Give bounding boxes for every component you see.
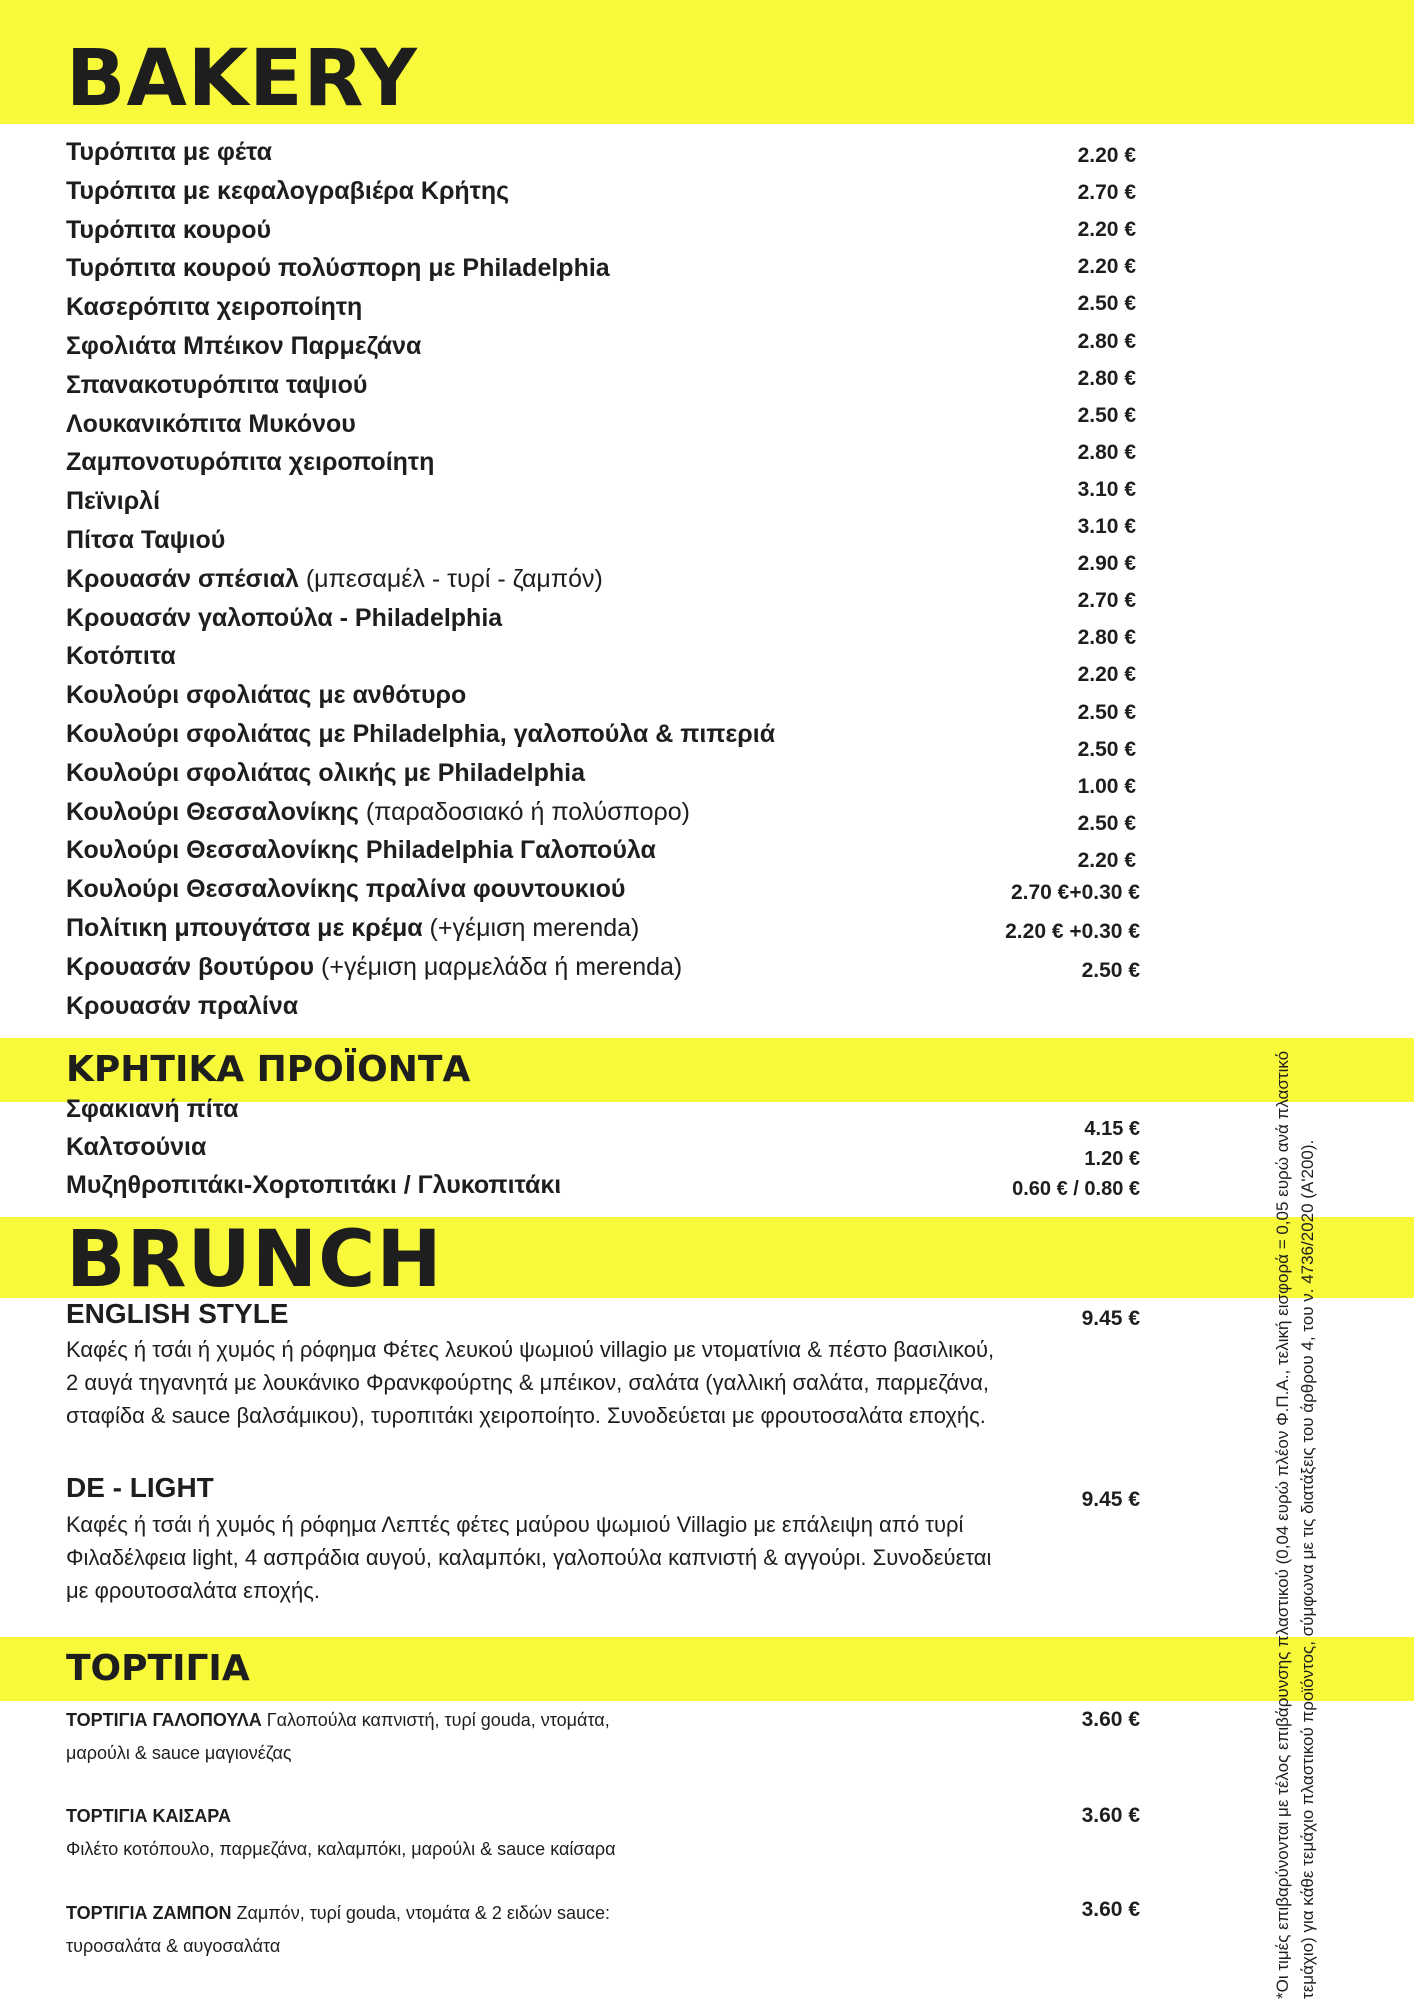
bakery-item-name: Κουλούρι σφολιάτας με Philadelphia, γαλοπούλα & πιπεριά bbox=[66, 720, 776, 748]
bakery-item bbox=[66, 564, 603, 594]
tortilla-caesar-desc2: Φιλέτο κοτόπουλο, παρμεζάνα, καλαμπόκι, μαρούλι & sauce καίσαρα bbox=[66, 1839, 616, 1859]
tortilla-turkey-desc1: Γαλοπούλα καπνιστή, τυρί gouda, ντομάτα, bbox=[261, 1710, 610, 1730]
bakery-item-name: Κρουασάν βουτύρου bbox=[66, 952, 315, 981]
tortilla-ham-name: ΤΟΡΤΙΓΙΑ ΖΑΜΠΟΝ bbox=[66, 1903, 232, 1923]
tortilla-ham-desc2: τυροσαλάτα & αυγοσαλάτα bbox=[66, 1936, 281, 1956]
bakery-item bbox=[66, 176, 509, 206]
bakery-price: 2.20 € bbox=[1077, 218, 1136, 242]
bakery-item-name: Κοτόπιτα bbox=[66, 642, 176, 671]
bakery-price: 2.50 € bbox=[1077, 403, 1136, 427]
brunch-delight-name: DE - LIGHT bbox=[66, 1472, 214, 1503]
bakery-item bbox=[66, 758, 585, 788]
bakery-price: 2.20 € bbox=[1077, 848, 1136, 872]
bakery-item bbox=[66, 253, 610, 283]
bakery-item bbox=[66, 292, 362, 322]
tortilla-turkey-line1 bbox=[66, 1707, 610, 1733]
bakery-item bbox=[66, 603, 502, 633]
tortilla-turkey-name: ΤΟΡΤΙΓΙΑ ΓΑΛΟΠΟΥΛΑ bbox=[66, 1710, 262, 1730]
tortilla-ham-price: 3.60 € bbox=[1081, 1898, 1140, 1921]
bakery-item-name: Κουλούρι Θεσσαλονίκης bbox=[66, 797, 359, 826]
bakery-item bbox=[66, 913, 639, 943]
bakery-price: 2.20 € bbox=[1077, 255, 1136, 279]
bakery-item bbox=[66, 486, 160, 516]
bakery-item bbox=[66, 215, 271, 245]
cretan-item bbox=[66, 1132, 206, 1162]
bakery-item-name: Κρουασάν σπέσιαλ bbox=[66, 564, 299, 593]
bakery-price: 2.80 € bbox=[1077, 329, 1136, 353]
bakery-price: 2.50 € bbox=[1077, 700, 1136, 724]
bakery-price: 3.10 € bbox=[1077, 477, 1136, 501]
bakery-item-name: Πεϊνιρλί bbox=[66, 487, 161, 516]
tortilla-caesar-name: ΤΟΡΤΙΓΙΑ ΚΑΙΣΑΡΑ bbox=[66, 1806, 231, 1826]
bakery-title: BAKERY bbox=[66, 34, 418, 124]
bakery-item bbox=[66, 370, 367, 400]
bakery-item bbox=[66, 525, 225, 555]
bakery-price: 2.20 € +0.30 € bbox=[1005, 920, 1140, 943]
bakery-price: 2.80 € bbox=[1077, 440, 1136, 464]
bakery-item-name: Πολίτικη μπουγάτσα με κρέμα bbox=[66, 914, 423, 942]
bakery-item-name: Τυρόπιτα κουρού πολύσπορη με Philadelphia bbox=[66, 254, 610, 283]
brunch-english-style-desc: Καφές ή τσάι ή χυμός ή ρόφημα Φέτες λευκού ψωμιού villagio με ντοματίνια & πέστο βασιλικού, 2 αυγά τηγανητά με λουκάνικο Φρανκφούρτης & μπέικον, σαλάτα (γαλλική σαλάτα, παρμεζάνα, σταφίδα & sauce βαλσάμικου), τυροπιτάκι χειροποίητο. Συνοδεύεται με φρουτοσαλάτα εποχής. bbox=[66, 1337, 995, 1428]
bakery-item bbox=[66, 835, 656, 865]
bakery-price: 2.50 € bbox=[1077, 811, 1136, 835]
bakery-item bbox=[66, 409, 356, 439]
bakery-item-note: (παραδοσιακό ή πολύσπορο) bbox=[358, 797, 690, 826]
tortilla-caesar-price: 3.60 € bbox=[1081, 1804, 1140, 1827]
bakery-item bbox=[66, 331, 421, 361]
bakery-item-name: Ζαμπονοτυρόπιτα χειροποίητη bbox=[66, 448, 435, 477]
bakery-item-name: Κουλούρι σφολιάτας με ανθότυρο bbox=[66, 681, 467, 710]
cretan-item-name: Καλτσούνια bbox=[66, 1133, 207, 1161]
cretan-title: ΚΡΗΤΙΚΑ ΠΡΟΪΟΝΤΑ bbox=[66, 1049, 471, 1090]
cretan-price: 4.15 € bbox=[1084, 1118, 1140, 1140]
bakery-price: 2.70 €+0.30 € bbox=[1010, 881, 1140, 904]
bakery-price: 2.90 € bbox=[1077, 552, 1136, 576]
bakery-item-name: Πίτσα Ταψιού bbox=[66, 526, 226, 554]
brunch-english-style-price: 9.45 € bbox=[1081, 1307, 1140, 1330]
bakery-item-name: Κασερόπιτα χειροποίητη bbox=[66, 293, 363, 322]
cretan-item bbox=[66, 1094, 239, 1124]
bakery-item bbox=[66, 991, 298, 1021]
bakery-item-name: Σπανακοτυρόπιτα ταψιού bbox=[66, 370, 368, 399]
bakery-item bbox=[66, 447, 434, 477]
bakery-item-name: Τυρόπιτα με κεφαλογραβιέρα Κρήτης bbox=[66, 176, 510, 205]
bakery-item-name: Τυρόπιτα με φέτα bbox=[66, 138, 272, 166]
bakery-item-name: Κρουασάν πραλίνα bbox=[66, 991, 299, 1020]
bakery-price: 2.70 € bbox=[1077, 181, 1136, 205]
bakery-item bbox=[66, 952, 682, 982]
bakery-price: 2.20 € bbox=[1077, 144, 1136, 167]
tortilla-ham-line1 bbox=[66, 1900, 610, 1926]
bakery-item bbox=[66, 137, 272, 167]
brunch-delight-price: 9.45 € bbox=[1081, 1488, 1140, 1511]
brunch-english-style-name: ENGLISH STYLE bbox=[66, 1298, 289, 1329]
bakery-price: 1.00 € bbox=[1077, 774, 1136, 798]
bakery-price: 2.80 € bbox=[1077, 626, 1136, 650]
bakery-item-note: (μπεσαμέλ - τυρί - ζαμπόν) bbox=[298, 564, 603, 593]
bakery-item-name: Τυρόπιτα κουρού bbox=[66, 215, 272, 244]
bakery-item-note: (+γέμιση μαρμελάδα ή merenda) bbox=[314, 952, 683, 981]
bakery-item bbox=[66, 680, 466, 710]
bakery-item bbox=[66, 641, 176, 671]
cretan-item-name: Μυζηθροπιτάκι-Χορτοπιτάκι / Γλυκοπιτάκι bbox=[66, 1171, 562, 1199]
tortilla-turkey-price: 3.60 € bbox=[1081, 1708, 1140, 1731]
bakery-item-name: Σφολιάτα Μπέικον Παρμεζάνα bbox=[66, 332, 422, 360]
bakery-item-name: Κουλούρι Θεσσαλονίκης πραλίνα φουντουκιού bbox=[66, 875, 626, 904]
bakery-price: 2.20 € bbox=[1077, 663, 1136, 687]
tortilla-ham-desc1: Ζαμπόν, τυρί gouda, ντομάτα & 2 ειδών sauce: bbox=[231, 1903, 610, 1923]
bakery-item bbox=[66, 874, 626, 904]
cretan-price: 0.60 € / 0.80 € bbox=[1012, 1178, 1140, 1200]
cretan-item-name: Σφακιανή πίτα bbox=[66, 1095, 239, 1123]
bakery-item bbox=[66, 797, 690, 827]
brunch-delight-desc: Καφές ή τσάι ή χυμός ή ρόφημα Λεπτές φέτες μαύρου ψωμιού Villagio με επάλειψη από τυρί Φιλαδέλφεια light, 4 ασπράδια αυγού, καλαμπόκι, γαλοπούλα καπνιστή & αγγούρι. Συνοδεύεται με φρουτοσαλάτα εποχής. bbox=[66, 1512, 992, 1603]
bakery-price: 3.10 € bbox=[1077, 515, 1136, 538]
bakery-item-name: Λουκανικόπιτα Μυκόνου bbox=[66, 409, 356, 438]
cretan-price: 1.20 € bbox=[1084, 1148, 1140, 1170]
cretan-item bbox=[66, 1170, 561, 1200]
bakery-item-note: (+γέμιση merenda) bbox=[422, 914, 640, 942]
bakery-price: 2.70 € bbox=[1077, 589, 1136, 613]
bakery-price: 2.80 € bbox=[1077, 366, 1136, 390]
bakery-item-name: Κουλούρι Θεσσαλονίκης Philadelphia Γαλοπούλα bbox=[66, 836, 656, 865]
tortilla-turkey-desc2: μαρούλι & sauce μαγιονέζας bbox=[66, 1743, 292, 1763]
bakery-item bbox=[66, 719, 775, 749]
tortilla-caesar-line1 bbox=[66, 1803, 231, 1829]
bakery-price: 2.50 € bbox=[1077, 737, 1136, 761]
bakery-item-name: Κουλούρι σφολιάτας ολικής με Philadelphia bbox=[66, 758, 585, 787]
tortilla-title: ΤΟΡΤΙΓΙΑ bbox=[66, 1648, 250, 1689]
bakery-item-name: Κρουασάν γαλοπούλα - Philadelphia bbox=[66, 603, 503, 632]
plastic-levy-footnote: *Οι τιμές επιβαρύνονται με τέλος επιβάρυνσης πλαστικού (0,04 ευρώ πλέον Φ.Π.Α., τελική εισφορά = 0,05 ευρώ ανά πλαστικό τεμάχιο) για κάθε τεμάχιο πλαστικού προϊόντος, σύμφωνα με τις διατάξεις του άρθρου 4, του ν. 4736/2020 (Α'200). bbox=[1273, 1050, 1317, 1999]
bakery-price: 2.50 € bbox=[1077, 292, 1136, 316]
bakery-price: 2.50 € bbox=[1081, 959, 1140, 982]
brunch-title: BRUNCH bbox=[66, 1215, 443, 1305]
